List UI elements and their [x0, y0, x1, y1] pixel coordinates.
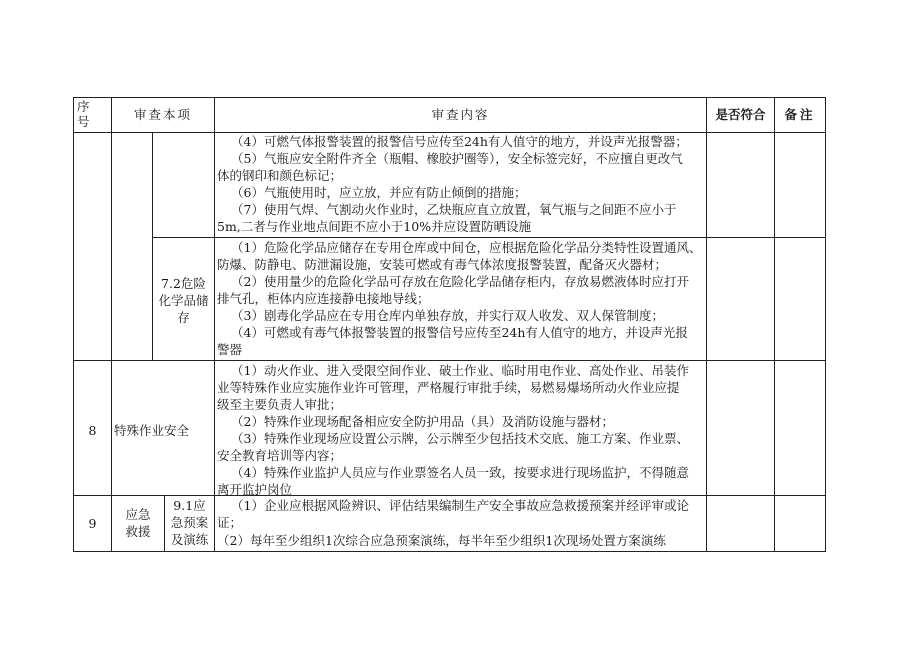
- content-line: （3）特殊作业现场应设置公示牌，公示牌至少包括技术交底、施工方案、作业票、: [231, 431, 689, 446]
- content-line: 证；: [217, 515, 243, 530]
- content-line: 离开监护岗位: [217, 482, 293, 497]
- header-compliance: 是否符合: [715, 107, 766, 122]
- content-line: （2）使用量少的危险化学品可存放在危险化学品储存柜内，存放易燃液体时应打开: [231, 274, 689, 289]
- col-border-left: [73, 97, 74, 552]
- content-line: 安全教育培训等内容；: [217, 448, 343, 463]
- row-8-item: 特殊作业安全: [114, 423, 190, 438]
- content-line: （4）可燃或有毒气体报警装置的报警信号应传至24h有人值守的地方，并设声光报: [231, 325, 688, 340]
- content-line: （1）动火作业、进入受限空间作业、破土作业、临时用电作业、高处作业、吊装作: [231, 363, 689, 378]
- row-divider-gas: [152, 237, 826, 238]
- table-border-bottom: [73, 551, 826, 552]
- content-line: （5）气瓶应安全附件齐全（瓶帽、橡胶护圈等），安全标签完好，不应擅自更改气: [231, 151, 683, 166]
- row-9-seq: 9: [88, 516, 97, 531]
- content-line: 排气孔，柜体内应连接静电接地导线；: [217, 291, 430, 306]
- table-border-top: [73, 97, 826, 98]
- content-line: （6）气瓶使用时，应立放，并应有防止倾倒的措施；: [231, 185, 527, 200]
- header-seq: 序号: [77, 99, 90, 129]
- subitem-line: 7.2危险: [161, 276, 206, 291]
- subitem-line: 化学品储: [158, 293, 209, 308]
- content-line: 防爆、防静电、防泄漏设施，安装可燃或有毒气体浓度报警装置，配备灭火器材；: [217, 257, 668, 272]
- subitem-line: 急预案: [170, 515, 209, 530]
- header-item: 审查本项: [133, 107, 192, 122]
- subitem-line: 及演练: [170, 532, 209, 547]
- content-line: （4）可燃气体报警装置的报警信号应传至24h有人值守的地方，并设声光报警器；: [231, 134, 688, 149]
- header-remark: 备注: [784, 107, 816, 122]
- content-line: （1）危险化学品应储存在专用仓库或中间仓，应根据危险化学品分类特性设置通风、: [231, 240, 702, 255]
- content-line: （1）企业应根据风险辨识、评估结果编制生产安全事故应急救援预案并经评审或论: [231, 498, 689, 513]
- content-line: 体的钢印和颜色标记；: [217, 168, 343, 183]
- content-line: （3）剧毒化学品应在专用仓库内单独存放，并实行双人收发、双人保管制度；: [231, 308, 664, 323]
- content-line: 业等特殊作业应实施作业许可管理，严格履行审批手续，易燃易爆场所动火作业应提: [217, 380, 680, 395]
- item-line: 应急: [125, 507, 151, 522]
- subitem-line: 9.1应: [173, 498, 206, 513]
- content-line: （2）特殊作业现场配备相应安全防护用品（具）及消防设施与器材；: [231, 414, 614, 429]
- content-line: 警器: [217, 342, 243, 357]
- col-border-right: [825, 97, 826, 552]
- content-line: （4）特殊作业监护人员应与作业票签名人员一致，按要求进行现场监护，不得随意: [231, 465, 689, 480]
- content-line: （2）每年至少组织1次综合应急预案演练，每半年至少组织1次现场处置方案演练: [217, 533, 666, 548]
- item-line: 救援: [125, 524, 151, 539]
- content-line: 5m,二者与作业地点间距不应小于10%并应设置防晒设施: [217, 219, 532, 234]
- col-divider-content: [706, 97, 707, 552]
- row-divider-9: [73, 495, 826, 496]
- row-8-seq: 8: [88, 423, 97, 438]
- header-content: 审查内容: [431, 107, 490, 122]
- content-line: （7）使用气焊、气割动火作业时，乙炔瓶应直立放置，氧气瓶与之间距不应小于: [231, 202, 677, 217]
- col-divider-seq: [111, 97, 112, 552]
- row-divider-8: [73, 360, 826, 361]
- col-divider-compliance: [774, 97, 775, 552]
- content-line: 级至主要负责人审批；: [217, 397, 343, 412]
- header-divider: [73, 132, 826, 133]
- subitem-line: 存: [177, 310, 190, 325]
- col-divider-item: [214, 97, 215, 552]
